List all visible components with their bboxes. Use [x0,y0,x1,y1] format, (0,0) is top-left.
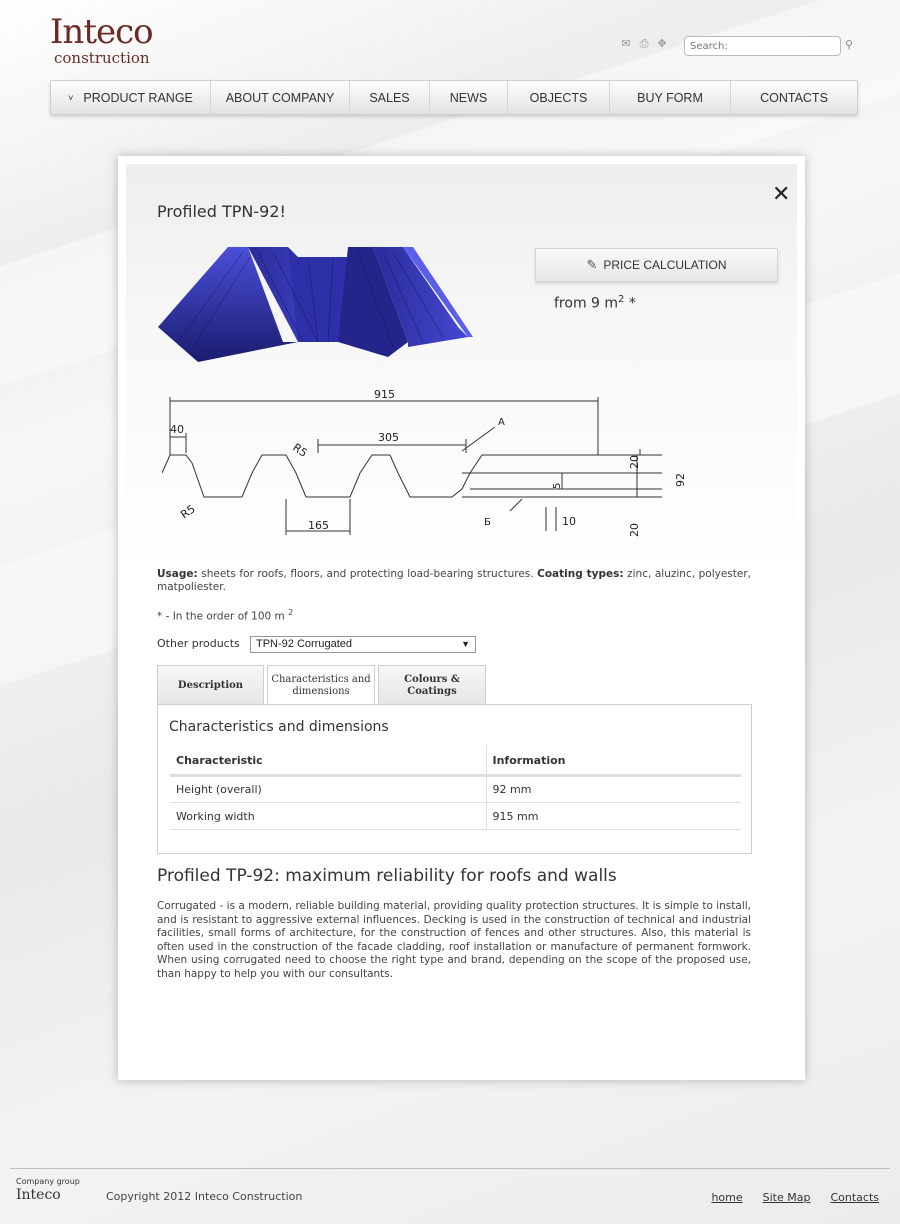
dim-92: 92 [674,473,687,487]
usage-value: sheets for roofs, floors, and protecting load-bearing structures. [197,568,538,580]
price-calculation-button[interactable] [535,248,778,282]
select-value: TPN-92 Corrugated [256,638,352,650]
description-text: Corrugated - is a modern, reliable building material, providing quality protection structures. It is simple to install, and is resistant to aggressive external influences. Decking is used in the construction of technical and industrial facilities, small forms of architecture, for the construction of fences and other structures. Also, this material is often used in the construction of the facade cladding, roof installation or manufacture of permanent formwork. When using corrugated need to choose the right type and brand, depending on the scope of the proposed use, than happy to help you with our consultants. [157,900,751,980]
menu-item-objects[interactable] [508,81,610,114]
close-icon[interactable]: ✕ [772,182,791,207]
dim-a: A [498,417,505,428]
header-tools [620,38,668,50]
order-note-text: * - In the order of 100 m [157,610,285,623]
price-from-star: * [624,295,636,312]
main-menu [50,80,858,115]
menu-item-label: BUY FORM [637,90,703,105]
product-image [158,247,476,367]
footer-logo[interactable]: Inteco [16,1187,61,1203]
menu-item-news[interactable] [430,81,508,114]
footer-copyright: Copyright 2012 Inteco Construction [106,1190,303,1203]
dim-b: Б [484,517,491,528]
footer-link-site-map[interactable]: Site Map [762,1191,811,1204]
other-products-label: Other products [157,637,240,650]
table-cell: Working width [170,803,486,830]
profile-drawing [162,389,722,549]
footer-company-group: Company group [16,1177,80,1186]
coating-value: zinc, aluzinc, polyester, matpoliester. [157,568,751,593]
dim-305: 305 [378,431,399,444]
sitemap-icon[interactable]: ✥ [657,37,667,50]
price-from-sup: 2 [618,294,625,305]
menu-item-contacts[interactable] [731,81,857,114]
table-header: Characteristic [170,745,486,776]
chevron-down-icon: ˅ [68,92,74,103]
usage-text [157,568,751,594]
table-row [170,776,741,803]
mail-icon[interactable]: ✉ [621,37,631,50]
tab-colours-coatings[interactable]: Colours & Coatings [378,665,486,705]
product-title: Profiled TPN-92! [157,202,286,221]
dim-r5-left: R5 [178,502,198,522]
edit-icon: ✎ [586,257,598,272]
section-title: Profiled TP-92: maximum reliability for roofs and walls [157,866,617,886]
menu-item-label: SALES [369,90,410,105]
usage-label: Usage: [157,568,198,580]
dim-r5-top: R5 [290,440,310,460]
product-modal [118,156,805,1080]
price-from-text: from 9 m [554,295,619,312]
other-products-select[interactable] [250,636,476,653]
footer-links [711,1191,879,1204]
table-cell: Height (overall) [170,776,486,803]
footer-link-contacts[interactable]: Contacts [830,1191,879,1204]
search-icon[interactable]: ⚲ [845,38,854,51]
table-cell: 92 mm [486,776,741,803]
menu-item-label: PRODUCT RANGE [83,90,193,105]
menu-item-label: OBJECTS [529,90,588,105]
tab-panel-characteristics [157,704,752,854]
menu-item-label: NEWS [449,90,488,105]
product-tabs [157,665,489,706]
dim-20-top: 20 [628,455,641,469]
dim-10: 10 [562,515,576,528]
logo-title: Inteco [50,12,153,52]
modal-content [126,164,797,1072]
menu-item-sales[interactable] [350,81,430,114]
coating-label: Coating types: [537,568,624,580]
dim-40: 40 [170,423,184,436]
order-note [157,608,293,623]
menu-item-label: CONTACTS [760,90,828,105]
table-row [170,803,741,830]
menu-item-label: ABOUT COMPANY [225,90,335,105]
menu-item-product-range[interactable] [51,81,211,114]
table-header-row [170,745,741,776]
tab-characteristics[interactable]: Characteristics and dimensions [267,665,375,706]
dropdown-arrow-icon: ▼ [461,639,470,649]
footer-link-home[interactable]: home [711,1191,743,1204]
menu-item-about-company[interactable] [211,81,350,114]
table-header: Information [486,745,741,776]
panel-title: Characteristics and dimensions [169,719,389,735]
characteristics-table [170,745,741,830]
dim-915: 915 [374,389,395,401]
tab-description[interactable]: Description [157,665,264,705]
footer-divider [10,1168,890,1169]
dim-165: 165 [308,519,329,532]
dim-5: 5 [552,482,563,489]
order-note-sup: 2 [288,608,294,617]
price-calculation-label: PRICE CALCULATION [603,258,727,272]
logo-subtitle: construction [54,49,150,67]
print-icon[interactable]: ⎙ [639,37,649,50]
search-input[interactable] [684,36,841,56]
table-cell: 915 mm [486,803,741,830]
price-from [554,294,636,312]
site-logo[interactable] [50,14,153,66]
menu-item-buy-form[interactable] [610,81,731,114]
dim-20-bottom: 20 [628,523,641,537]
